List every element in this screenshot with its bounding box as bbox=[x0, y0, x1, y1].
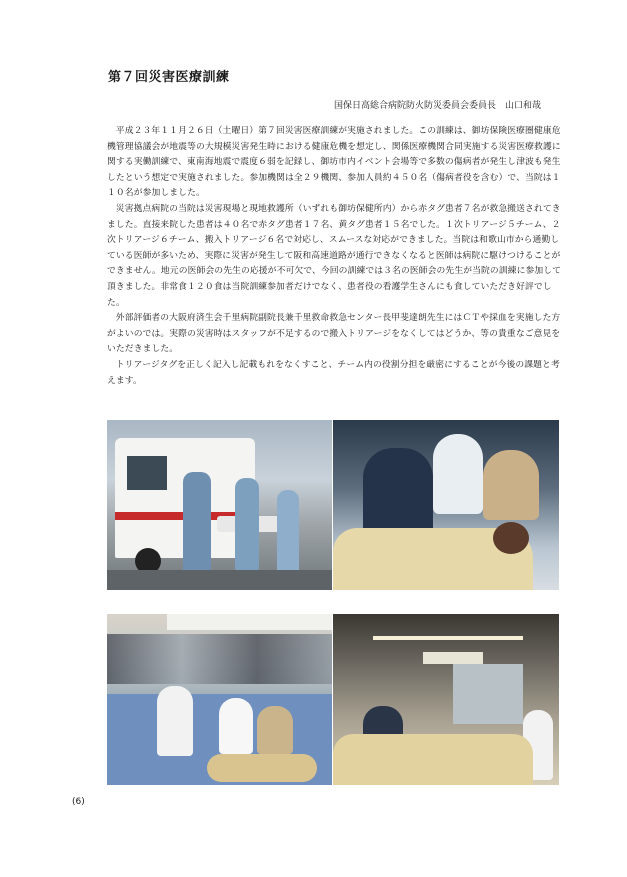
photo-triage-patient bbox=[333, 420, 559, 590]
blanket-row bbox=[333, 734, 533, 785]
crowd-shape bbox=[107, 634, 332, 684]
tent-roof bbox=[167, 614, 332, 630]
ground-shape bbox=[107, 570, 332, 590]
patient-blanket bbox=[207, 754, 317, 782]
article-body bbox=[107, 124, 563, 389]
ceiling-light bbox=[373, 636, 523, 640]
ambulance-rear-window bbox=[127, 456, 167, 490]
rescuer-figure-3 bbox=[277, 490, 299, 576]
glass-partition bbox=[453, 664, 523, 724]
staff-figure-2 bbox=[219, 698, 253, 754]
article-title: 第７回災害医療訓練 bbox=[108, 70, 230, 85]
photo-field-triage bbox=[107, 614, 332, 785]
author-line: 国保日高総合病院防火防災委員会委員長 山口和哉 bbox=[333, 101, 541, 111]
staff-figure-1 bbox=[157, 686, 193, 756]
medic-figure bbox=[363, 448, 433, 538]
rescuer-figure-2 bbox=[235, 478, 259, 570]
staff-figure-3 bbox=[257, 706, 293, 754]
paragraph-3: 外部評価者の大阪府済生会千里病院副院長兼千里救命救急センター長甲斐達朗先生にはＣＴや採血を実施した方がよいのでは。実際の災害時はスタッフが不足するので搬入トリアージをなくしてはどうか、等の貴重なご意見をいただきました。 bbox=[107, 313, 561, 355]
photo-indoor-treatment bbox=[333, 614, 559, 785]
paragraph-2: 災害拠点病院の当院は災害現場と現地救護所（いずれも御坊保健所内）から赤タグ患者７名が救急搬送されてきました。直接来院した患者は４０名で赤タグ患者１７名、黄タグ患者１５名でした。１次トリアージ５チーム、２次トリアージ６チーム、搬入トリアージ６名で対応し、スムースな対応ができました。当院は和歌山市から通勤している医師が多いため、実際に災害が発生して阪和高速道路が通行できなくなると医師は病院に駆けつけることができません。地元の医師会の先生の応援が不可欠で、今回の訓練では３名の医師会の先生が当院の訓練に参加して頂きました。非常食１２０食は当院訓練参加者だけでなく、患者役の看護学生さんにも食していただき好評でした。 bbox=[107, 203, 562, 308]
sign-board bbox=[423, 652, 483, 664]
paragraph-4: トリアージタグを正しく記入し記載もれをなくすこと、チーム内の役割分担を厳密にすることが今後の課題と考えます。 bbox=[107, 359, 560, 386]
patient-head bbox=[493, 522, 529, 554]
helper-figure bbox=[483, 450, 539, 520]
photo-ambulance-arrival bbox=[107, 420, 332, 590]
paragraph-1: 平成２３年１１月２６日（土曜日）第７回災害医療訓練が実施されました。この訓練は、御坊保険医療圏健康危機管理協議会が地震等の大規模災害発生時における健康危機を想定し、関係医療機関合同実施する災害医療救護に関する実働訓練で、東南海地震で震度６弱を記録し、御坊市内イベント会場等で多数の傷病者が発生し津波も発生したという想定で実施されました。参加機関は全２９機関、参加人員約４５０名（傷病者役を含む）で、当院は１１０名が参加しました。 bbox=[107, 126, 561, 199]
page-number: (6) bbox=[72, 797, 85, 807]
rescuer-figure-1 bbox=[183, 472, 211, 582]
nurse-figure bbox=[433, 434, 483, 514]
